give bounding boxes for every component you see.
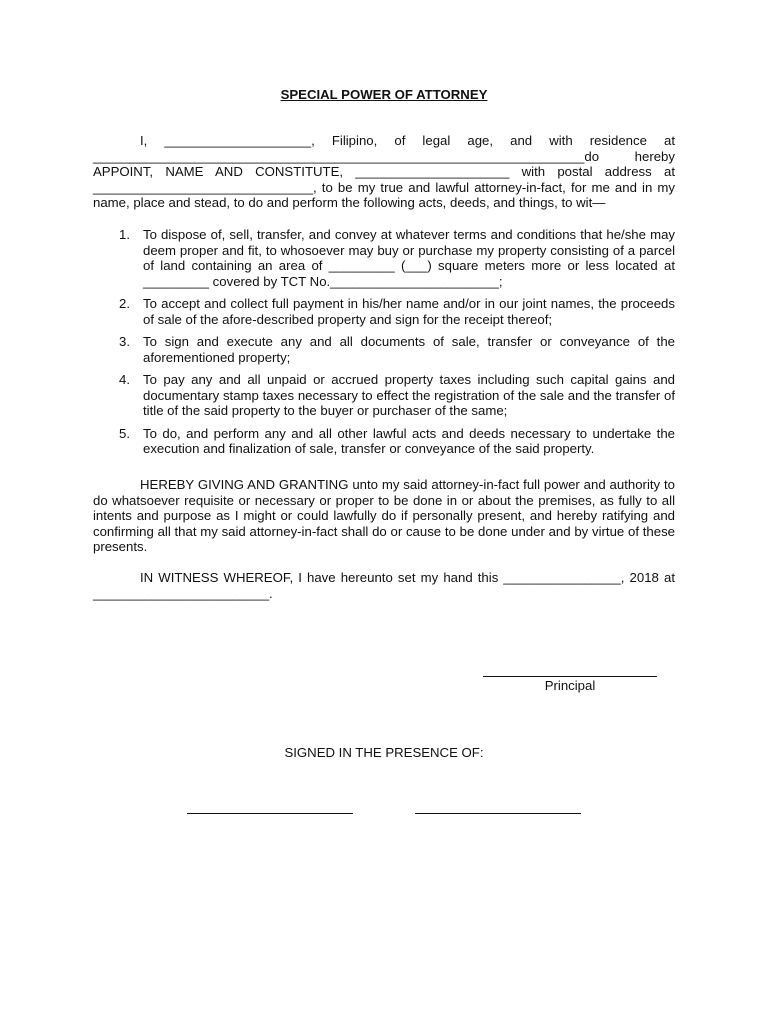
principal-label: Principal <box>544 678 596 693</box>
witness-text: IN WITNESS WHEREOF, I have hereunto set my hand this ________________, 2018 at ________________________. <box>93 570 675 601</box>
intro-text: I, ____________________, Filipino, of legal age, and with residence at ___________________________________________________________________do hereby APPOINT, NAME AND CONSTITUTE, _____________________ with postal address at ______________________________, to be my true and lawful attorney-in-fact, for me and in my name, place and stead, to do and perform the following acts, deeds, and things, to wit— <box>93 133 675 210</box>
list-item-text: To dispose of, sell, transfer, and convey at whatever terms and conditions that he/she may deem proper and fit, to whosoever may buy or purchase my property consisting of a parcel of land containing an area of _________ (___) square meters more or less located at _________ covered by TCT No._______________________; <box>143 227 675 289</box>
witness-signature-line-1 <box>187 813 353 814</box>
list-item-number: 3. <box>119 334 130 349</box>
granting-text: HEREBY GIVING AND GRANTING unto my said attorney-in-fact full power and authority to do whatsoever requisite or necessary or proper to be done in or about the premises, as fully to all intents and purpose as I might or could lawfully do if personally present, and hereby ratifying and confirming all that my said attorney-in-fact shall do or cause to be done under and by virtue of these presents. <box>93 477 675 554</box>
list-item <box>93 296 675 327</box>
list-item <box>93 426 675 457</box>
powers-list <box>93 227 675 464</box>
principal-signature-line <box>483 676 657 677</box>
list-item <box>93 227 675 289</box>
list-item-number: 5. <box>119 425 130 441</box>
witness-signature-line-2 <box>415 813 581 814</box>
presence-heading: SIGNED IN THE PRESENCE OF: <box>284 745 484 760</box>
witness-paragraph <box>93 570 675 601</box>
document-title: SPECIAL POWER OF ATTORNEY <box>280 87 488 102</box>
list-item-text: To pay any and all unpaid or accrued property taxes including such capital gains and documentary stamp taxes necessary to effect the registration of the sale and the transfer of title of the said property to the buyer or purchaser of the same; <box>143 372 675 418</box>
list-item-number: 2. <box>119 296 130 311</box>
list-item-text: To accept and collect full payment in his/her name and/or in our joint names, the proceeds of sale of the afore-described property and sign for the receipt thereof; <box>143 296 675 327</box>
list-item-number: 1. <box>119 227 130 242</box>
intro-paragraph <box>93 133 675 211</box>
granting-paragraph <box>93 477 675 555</box>
list-item <box>93 334 675 365</box>
list-item <box>93 372 675 419</box>
list-item-text: To sign and execute any and all documents of sale, transfer or conveyance of the aforementioned property; <box>143 334 675 365</box>
list-item-number: 4. <box>119 372 130 387</box>
list-item-text: To do, and perform any and all other lawful acts and deeds necessary to undertake the execution and finalization of sale, transfer or conveyance of the said property. <box>143 425 675 456</box>
